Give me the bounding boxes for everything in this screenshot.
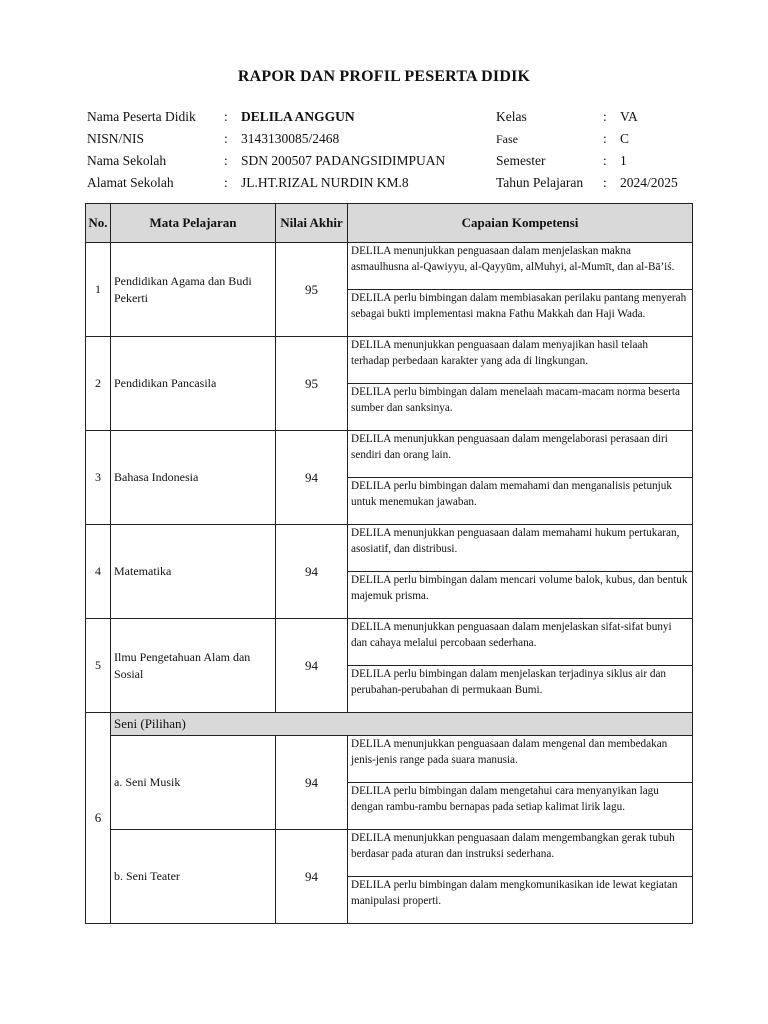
subject-name: Pendidikan Pancasila bbox=[111, 337, 276, 431]
subject-name: Ilmu Pengetahuan Alam dan Sosial bbox=[111, 619, 276, 713]
section-title: Seni (Pilihan) bbox=[111, 713, 693, 736]
subject-name: Pendidikan Agama dan Budi Pekerti bbox=[111, 243, 276, 337]
header-competency: Capaian Kompetensi bbox=[348, 204, 693, 243]
info-row-nisn bbox=[87, 128, 697, 150]
final-score: 94 bbox=[276, 525, 348, 619]
header-score: Nilai Akhir bbox=[276, 204, 348, 243]
competency-strength: DELILA menunjukkan penguasaan dalam mengembangkan gerak tubuh berdasar pada aturan dan instruksi sederhana. bbox=[348, 830, 693, 877]
row-number: 6 bbox=[86, 713, 111, 924]
colon: : bbox=[603, 175, 607, 190]
competency-strength: DELILA menunjukkan penguasaan dalam memahami hukum pertukaran, asosiatif, dan distribusi. bbox=[348, 525, 693, 572]
competency-guidance: DELILA perlu bimbingan dalam membiasakan perilaku pantang menyerah sebagai bukti implementasi makna Fathu Makkah dan Haji Wada. bbox=[348, 290, 693, 337]
table-row bbox=[86, 736, 693, 783]
final-score: 94 bbox=[276, 736, 348, 830]
class-label: Kelas bbox=[496, 109, 527, 124]
header-no: No. bbox=[86, 204, 111, 243]
info-row-name bbox=[87, 106, 697, 128]
table-row bbox=[86, 619, 693, 666]
competency-guidance: DELILA perlu bimbingan dalam menelaah macam-macam norma beserta sumber dan sanksinya. bbox=[348, 384, 693, 431]
colon: : bbox=[224, 109, 228, 124]
table-row bbox=[86, 525, 693, 572]
header-subject: Mata Pelajaran bbox=[111, 204, 276, 243]
subject-name: Matematika bbox=[111, 525, 276, 619]
competency-strength: DELILA menunjukkan penguasaan dalam mengelaborasi perasaan diri sendiri dan orang lain. bbox=[348, 431, 693, 478]
info-row-school bbox=[87, 150, 697, 172]
colon: : bbox=[224, 175, 228, 190]
phase-value: C bbox=[620, 131, 630, 146]
info-row-address bbox=[87, 172, 697, 194]
final-score: 95 bbox=[276, 243, 348, 337]
semester-value: 1 bbox=[620, 153, 627, 168]
name-label: Nama Peserta Didik bbox=[87, 109, 196, 124]
colon: : bbox=[603, 153, 607, 168]
colon: : bbox=[603, 131, 607, 146]
student-info bbox=[87, 106, 697, 194]
table-row bbox=[86, 431, 693, 478]
row-number: 4 bbox=[86, 525, 111, 619]
row-number: 1 bbox=[86, 243, 111, 337]
row-number: 5 bbox=[86, 619, 111, 713]
competency-guidance: DELILA perlu bimbingan dalam mengkomunikasikan ide lewat kegiatan manipulasi properti. bbox=[348, 877, 693, 924]
class-value: VA bbox=[620, 109, 638, 124]
school-value: SDN 200507 PADANGSIDIMPUAN bbox=[241, 153, 446, 168]
competency-guidance: DELILA perlu bimbingan dalam memahami dan menganalisis petunjuk untuk menemukan jawaban. bbox=[348, 478, 693, 525]
report-title: RAPOR DAN PROFIL PESERTA DIDIK bbox=[237, 68, 531, 85]
competency-strength: DELILA menunjukkan penguasaan dalam menyajikan hasil telaah terhadap perbedaan karakter yang ada di lingkungan. bbox=[348, 337, 693, 384]
subject-name: a. Seni Musik bbox=[111, 736, 276, 830]
row-number: 3 bbox=[86, 431, 111, 525]
subject-name: b. Seni Teater bbox=[111, 830, 276, 924]
competency-guidance: DELILA perlu bimbingan dalam mencari volume balok, kubus, dan bentuk majemuk prisma. bbox=[348, 572, 693, 619]
competency-strength: DELILA menunjukkan penguasaan dalam mengenal dan membedakan jenis-jenis range pada suara manusia. bbox=[348, 736, 693, 783]
final-score: 94 bbox=[276, 830, 348, 924]
table-row bbox=[86, 243, 693, 290]
table-row bbox=[86, 830, 693, 877]
competency-guidance: DELILA perlu bimbingan dalam mengetahui cara menyanyikan lagu dengan rambu-rambu bernapas pada setiap kalimat lirik lagu. bbox=[348, 783, 693, 830]
nisn-label: NISN/NIS bbox=[87, 131, 145, 146]
row-number: 2 bbox=[86, 337, 111, 431]
colon: : bbox=[224, 153, 228, 168]
table-header-row bbox=[86, 204, 693, 243]
school-label: Nama Sekolah bbox=[87, 153, 167, 168]
year-value: 2024/2025 bbox=[620, 175, 678, 190]
address-label: Alamat Sekolah bbox=[87, 175, 174, 190]
competency-strength: DELILA menunjukkan penguasaan dalam menjelaskan sifat-sifat bunyi dan cahaya melalui percobaan sederhana. bbox=[348, 619, 693, 666]
colon: : bbox=[603, 109, 607, 124]
final-score: 94 bbox=[276, 619, 348, 713]
grades-table bbox=[85, 203, 693, 924]
colon: : bbox=[224, 131, 228, 146]
section-row-art bbox=[86, 713, 693, 736]
nisn-value: 3143130085/2468 bbox=[241, 131, 340, 146]
final-score: 95 bbox=[276, 337, 348, 431]
address-value: JL.HT.RIZAL NURDIN KM.8 bbox=[241, 175, 409, 190]
table-row bbox=[86, 337, 693, 384]
year-label: Tahun Pelajaran bbox=[496, 175, 584, 190]
student-name: DELILA ANGGUN bbox=[241, 109, 355, 124]
competency-guidance: DELILA perlu bimbingan dalam menjelaskan terjadinya siklus air dan perubahan-perubahan di permukaan Bumi. bbox=[348, 666, 693, 713]
subject-name: Bahasa Indonesia bbox=[111, 431, 276, 525]
semester-label: Semester bbox=[496, 153, 546, 168]
competency-strength: DELILA menunjukkan penguasaan dalam menjelaskan makna asmaulhusna al-Qawiyyu, al-Qayyūm, alMuhyi, al-Mumīt, dan al-Bā’iś. bbox=[348, 243, 693, 290]
final-score: 94 bbox=[276, 431, 348, 525]
phase-label: Fase bbox=[496, 132, 518, 146]
